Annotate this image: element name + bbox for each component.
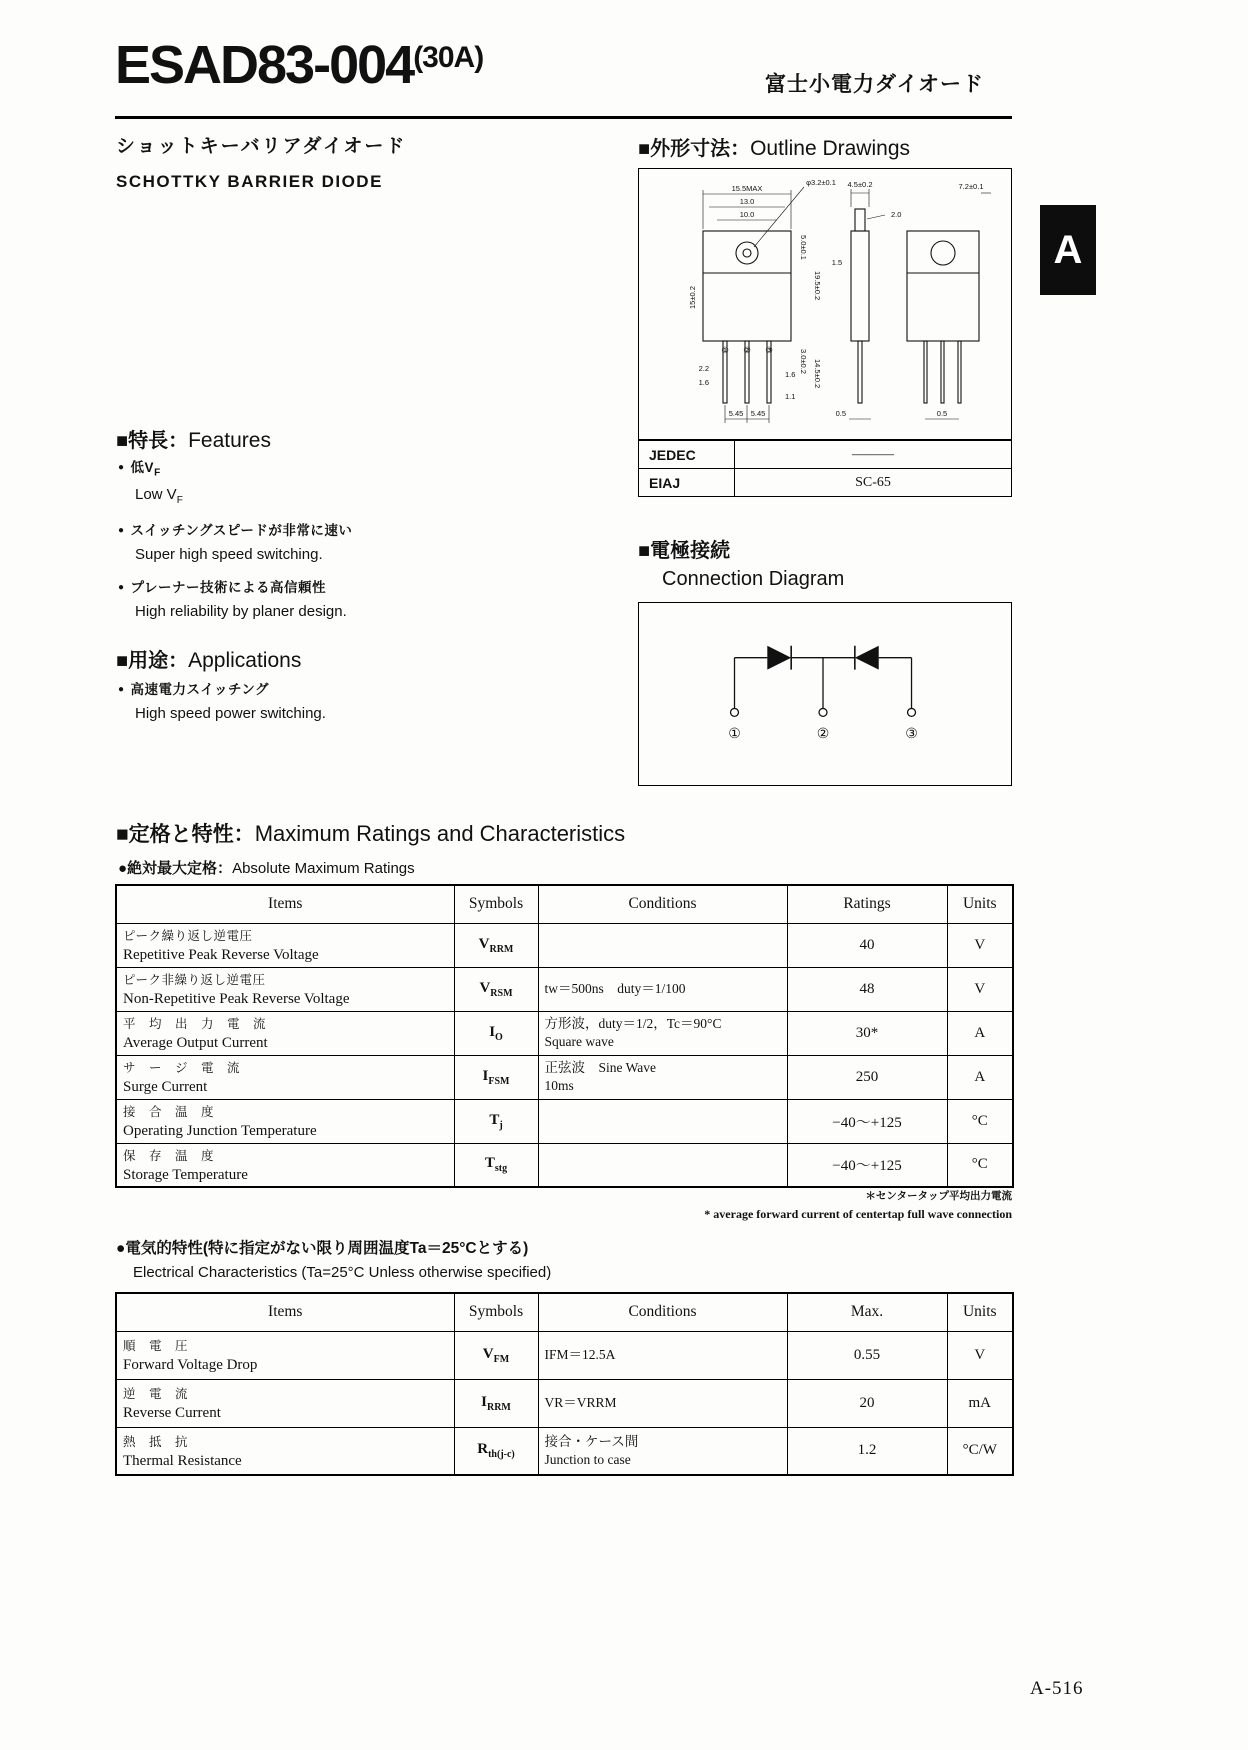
diode-symbol bbox=[855, 646, 879, 670]
unit-cell: A bbox=[947, 1011, 1013, 1055]
symbol-cell: $V_{FM}$ bbox=[454, 1331, 538, 1379]
dimension-label: 13.0 bbox=[739, 197, 755, 206]
rating-value: −40～+125 bbox=[787, 1143, 947, 1187]
dimension-label: 10.0 bbox=[739, 210, 755, 219]
dimension-label: 4.5±0.2 bbox=[847, 180, 873, 189]
feature-item bbox=[118, 456, 598, 506]
unit-cell: V bbox=[947, 923, 1013, 967]
table-row bbox=[116, 1379, 1013, 1427]
lead-number: ① bbox=[721, 345, 729, 355]
product-name-jp: ショットキーバリアダイオード bbox=[116, 136, 407, 157]
terminal-label: ① bbox=[728, 725, 741, 742]
feature-text-en: Low $V_F$ bbox=[135, 485, 183, 506]
max-value: 0.55 bbox=[787, 1331, 947, 1379]
item-cell: 熱 抵 抗 Thermal Resistance bbox=[116, 1427, 454, 1475]
unit-cell: mA bbox=[947, 1379, 1013, 1427]
table-row bbox=[116, 923, 1013, 967]
page-title: $ESAD83-004^{(30A)}$ bbox=[115, 35, 484, 95]
bullet-icon: ● bbox=[118, 524, 125, 536]
application-text-jp: 高速電力スイッチング bbox=[130, 682, 270, 697]
rating-value: 250 bbox=[787, 1055, 947, 1099]
header-rule bbox=[115, 116, 1012, 119]
item-cell: ピーク繰り返し逆電圧 Repetitive Peak Reverse Voltage bbox=[116, 923, 454, 967]
column-header: Units bbox=[947, 885, 1013, 923]
unit-cell: A bbox=[947, 1055, 1013, 1099]
ratings-subheading: ●絶対最大定格：Absolute Maximum Ratings bbox=[118, 860, 415, 877]
conditions-cell bbox=[538, 1099, 787, 1143]
table-row bbox=[116, 1099, 1013, 1143]
table-row bbox=[116, 1055, 1013, 1099]
item-cell: 接 合 温 度 Operating Junction Temperature bbox=[116, 1099, 454, 1143]
ratings-footnote-jp: ＊センタータップ平均出力電流 bbox=[865, 1190, 1012, 1202]
package-rear-view bbox=[907, 231, 979, 403]
feature-text-jp: スイッチングスピードが非常に速い bbox=[130, 522, 353, 538]
conditions-cell bbox=[538, 923, 787, 967]
circuit-wires bbox=[731, 658, 916, 717]
terminal-label: ③ bbox=[905, 725, 918, 742]
dimension-label: 3.0±0.2 bbox=[799, 349, 808, 374]
unit-cell: °C bbox=[947, 1099, 1013, 1143]
package-standard-table bbox=[638, 440, 1012, 497]
table-row bbox=[116, 967, 1013, 1011]
electrical-table bbox=[115, 1292, 1014, 1476]
bullet-icon: ● bbox=[118, 684, 125, 695]
electrical-heading-en: Electrical Characteristics (Ta=25°C Unless otherwise specified) bbox=[133, 1264, 552, 1281]
dimension-label: 5.45 bbox=[750, 409, 766, 418]
outline-heading: ■外形寸法：Outline Drawings bbox=[638, 137, 910, 160]
conditions-cell: 方形波，duty＝1/2，Tc＝90°C Square wave bbox=[538, 1011, 787, 1055]
feature-item bbox=[118, 576, 598, 620]
symbol-cell: $R_{th(j-c)}$ bbox=[454, 1427, 538, 1475]
conditions-cell: IFM＝12.5A bbox=[538, 1331, 787, 1379]
symbol-cell: $T_j$ bbox=[454, 1099, 538, 1143]
lead-number: ② bbox=[743, 345, 751, 355]
applications-heading: ■用途：Applications bbox=[116, 649, 302, 672]
eiaj-row bbox=[639, 469, 1012, 497]
bullet-icon: ● bbox=[118, 462, 125, 473]
section-tab: A bbox=[1040, 205, 1096, 295]
max-value: 20 bbox=[787, 1379, 947, 1427]
jedec-value: ——— bbox=[735, 441, 1012, 469]
symbol-cell: $V_{RSM}$ bbox=[454, 967, 538, 1011]
conditions-cell: VR＝VRRM bbox=[538, 1379, 787, 1427]
package-drawing-icon bbox=[639, 169, 1011, 439]
dimension-label: 5.0±0.1 bbox=[799, 235, 808, 260]
dimension-lines bbox=[703, 187, 991, 423]
unit-cell: V bbox=[947, 1331, 1013, 1379]
dimension-label: φ3.2±0.1 bbox=[806, 178, 836, 187]
dimension-label: 1.1 bbox=[785, 392, 796, 401]
terminal-label: ② bbox=[816, 725, 830, 742]
features-list bbox=[118, 456, 598, 633]
item-cell: 保 存 温 度 Storage Temperature bbox=[116, 1143, 454, 1187]
table-footnotes bbox=[115, 1188, 1012, 1222]
connection-heading: ■電極接続 bbox=[638, 540, 731, 562]
table-row bbox=[116, 1427, 1013, 1475]
dimension-label: 15±0.2 bbox=[688, 286, 697, 309]
terminal-labels bbox=[728, 725, 917, 741]
eiaj-label: EIAJ bbox=[639, 469, 735, 497]
dimension-label: 1.6 bbox=[698, 378, 709, 387]
table-header-row bbox=[116, 1293, 1013, 1331]
dimension-label: 0.5 bbox=[835, 409, 846, 418]
conditions-cell: 接合・ケース間 Junction to case bbox=[538, 1427, 787, 1475]
applications-list bbox=[118, 678, 598, 735]
conditions-cell: 正弦波 Sine Wave 10ms bbox=[538, 1055, 787, 1099]
column-header: Symbols bbox=[454, 885, 538, 923]
item-cell: 順 電 圧 Forward Voltage Drop bbox=[116, 1331, 454, 1379]
column-header: Units bbox=[947, 1293, 1013, 1331]
lead-numbers bbox=[721, 345, 773, 355]
electrical-heading-jp: ●電気的特性(特に指定がない限り周囲温度Ta＝25°Cとする) bbox=[116, 1240, 529, 1257]
dimension-label: 15.5MAX bbox=[731, 184, 763, 193]
table-row bbox=[116, 1331, 1013, 1379]
product-name-en: SCHOTTKY BARRIER DIODE bbox=[116, 172, 383, 191]
unit-cell: V bbox=[947, 967, 1013, 1011]
dimension-label: 0.5 bbox=[936, 409, 948, 418]
column-header: Symbols bbox=[454, 1293, 538, 1331]
jedec-row bbox=[639, 441, 1012, 469]
conditions-cell: tw＝500ns duty＝1/100 bbox=[538, 967, 787, 1011]
item-cell: サ ー ジ 電 流 Surge Current bbox=[116, 1055, 454, 1099]
bullet-icon: ● bbox=[118, 581, 125, 593]
unit-cell: °C bbox=[947, 1143, 1013, 1187]
eiaj-value: SC-65 bbox=[735, 469, 1012, 497]
dimension-label: 14.5±0.2 bbox=[813, 359, 822, 389]
item-cell: 逆 電 流 Reverse Current bbox=[116, 1379, 454, 1427]
lead-number: ③ bbox=[765, 345, 773, 355]
page-number: A-516 bbox=[1030, 1678, 1084, 1699]
package-front-view bbox=[703, 231, 791, 403]
item-cell: ピーク非繰り返し逆電圧 Non-Repetitive Peak Reverse Voltage bbox=[116, 967, 454, 1011]
connection-diagram-icon bbox=[639, 603, 1011, 785]
header bbox=[115, 35, 1012, 96]
dimension-label: 2.2 bbox=[698, 364, 709, 373]
connection-diagram bbox=[638, 602, 1012, 786]
feature-text-jp: プレーナー技術による高信頼性 bbox=[130, 579, 327, 595]
brand-text: 富士小電力ダイオード bbox=[765, 73, 984, 96]
features-heading: ■特長：Features bbox=[116, 429, 271, 452]
jedec-label: JEDEC bbox=[639, 441, 735, 469]
outline-drawing bbox=[638, 168, 1012, 440]
feature-text-en: High reliability by planer design. bbox=[135, 602, 347, 620]
ratings-heading: ■定格と特性：Maximum Ratings and Characteristics bbox=[116, 821, 626, 846]
dimension-label: 19.5±0.2 bbox=[813, 271, 822, 301]
dimension-label: 7.2±0.1 bbox=[958, 182, 984, 191]
column-header: Conditions bbox=[538, 1293, 787, 1331]
feature-text-jp: 低$V_F$ bbox=[130, 460, 161, 479]
ratings-footnote-en: * average forward current of centertap full wave connection bbox=[704, 1207, 1012, 1221]
conditions-cell bbox=[538, 1143, 787, 1187]
symbol-cell: $I_{RRM}$ bbox=[454, 1379, 538, 1427]
package-side-view bbox=[851, 209, 869, 403]
dimension-label: 5.45 bbox=[728, 409, 744, 418]
unit-cell: °C/W bbox=[947, 1427, 1013, 1475]
column-header: Items bbox=[116, 1293, 454, 1331]
column-header: Items bbox=[116, 885, 454, 923]
title-suffix: (30A) bbox=[413, 41, 484, 74]
symbol-cell: $I_O$ bbox=[454, 1011, 538, 1055]
rating-value: −40～+125 bbox=[787, 1099, 947, 1143]
symbol-cell: $V_{RRM}$ bbox=[454, 923, 538, 967]
table-header-row bbox=[116, 885, 1013, 923]
column-header: Max. bbox=[787, 1293, 947, 1331]
application-text-en: High speed power switching. bbox=[135, 705, 326, 722]
dimension-label: 2.0 bbox=[891, 210, 902, 219]
rating-value: 48 bbox=[787, 967, 947, 1011]
connection-subheading: Connection Diagram bbox=[662, 568, 845, 590]
feature-text-en: Super high speed switching. bbox=[135, 545, 323, 563]
symbol-cell: $T_{stg}$ bbox=[454, 1143, 538, 1187]
column-header: Conditions bbox=[538, 885, 787, 923]
dimension-label: 1.5 bbox=[831, 258, 843, 267]
column-header: Ratings bbox=[787, 885, 947, 923]
application-item bbox=[118, 678, 598, 722]
dimension-labels bbox=[688, 178, 983, 418]
diode-symbol bbox=[767, 646, 791, 670]
max-value: 1.2 bbox=[787, 1427, 947, 1475]
max-ratings-table bbox=[115, 884, 1014, 1188]
table-row bbox=[116, 1011, 1013, 1055]
item-cell: 平 均 出 力 電 流 Average Output Current bbox=[116, 1011, 454, 1055]
symbol-cell: $I_{FSM}$ bbox=[454, 1055, 538, 1099]
table-row bbox=[116, 1143, 1013, 1187]
dimension-label: 1.6 bbox=[785, 370, 796, 379]
feature-item bbox=[118, 519, 598, 563]
rating-value: 40 bbox=[787, 923, 947, 967]
rating-value: 30* bbox=[787, 1011, 947, 1055]
